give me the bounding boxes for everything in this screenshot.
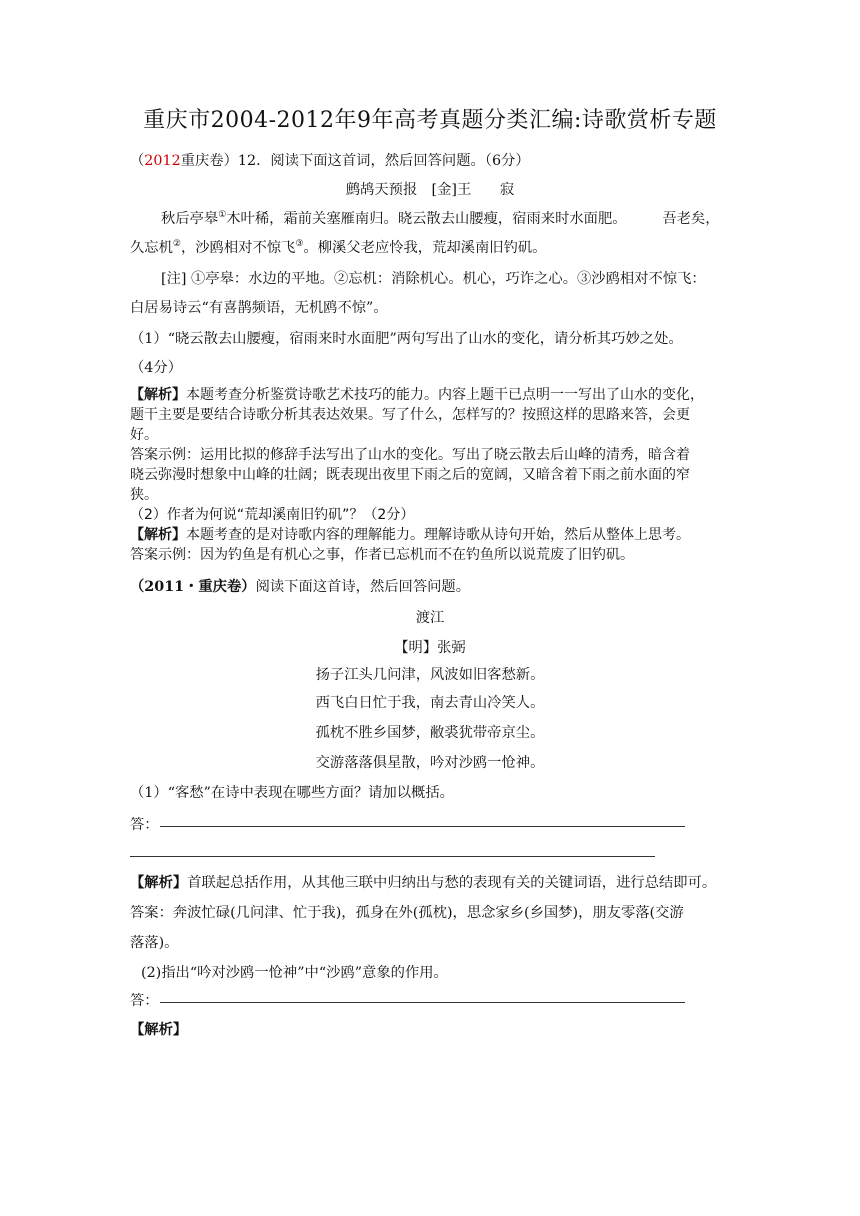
question-source-2011: （2011・重庆卷）阅读下面这首诗，然后回答问题。 — [130, 579, 471, 595]
analysis-1-line-2: 题干主要是要结合诗歌分析其表达效果。写了什么，怎样写的？按照这样的思路来答，会更 — [130, 407, 690, 423]
answer-blank-line-2 — [130, 856, 655, 857]
poem-author-2011: 【明】张弼 — [394, 640, 466, 656]
answer-label-2: 答： — [130, 993, 159, 1009]
analysis-1-line-3: 好。 — [130, 427, 158, 443]
analysis-2011-2-label: 【解析】 — [130, 1022, 188, 1038]
analysis-2-line-2: 答案示例：因为钓鱼是有机心之事，作者已忘机而不在钓鱼所以说荒废了旧钓矶。 — [130, 547, 634, 563]
question-1: （1）“晓云散去山腰瘦，宿雨来时水面肥”两句写出了山水的变化，请分析其巧妙之处。 — [130, 331, 683, 347]
analysis-2011-line-2: 答案：奔波忙碌(几问津、忙于我)，孤身在外(孤枕)，思念家乡(乡国梦)，朋友零落(交游 — [130, 905, 684, 921]
poem-title: 鹧鸪天预报 [金]王 寂 — [345, 182, 515, 198]
question-2: （2）作者为何说“荒却溪南旧钓矶”？（2分） — [130, 507, 415, 523]
poem-2011-line-3: 孤枕不胜乡国梦，敝裘犹带帝京尘。 — [315, 725, 545, 741]
question-source-2012: （2012重庆卷）12．阅读下面这首词，然后回答问题。（6分） — [130, 153, 530, 169]
analysis-1-line-4: 答案示例：运用比拟的修辞手法写出了山水的变化。写出了晓云散去后山峰的清秀，暗含着 — [130, 447, 690, 463]
question-1-score: （4分） — [130, 360, 182, 376]
question-2011-2: (2)指出“吟对沙鸥一怆神”中“沙鸥”意象的作用。 — [141, 965, 448, 981]
answer-blank-line-3 — [160, 1002, 685, 1003]
question-2011-1: （1）“客愁”在诗中表现在哪些方面？请加以概括。 — [130, 785, 454, 801]
page-title: 重庆市2004-2012年9年高考真题分类汇编:诗歌赏析专题 — [143, 108, 717, 133]
poem-line-1: 秋后亭皋①木叶稀，霜前关塞雁南归。晓云散去山腰瘦，宿雨来时水面肥。 吾老矣， — [161, 210, 720, 227]
answer-blank-line-1 — [160, 826, 685, 827]
note-line-2: 白居易诗云“有喜鹊频语，无机鸥不惊”。 — [130, 300, 388, 316]
poem-title-2011: 渡江 — [415, 610, 445, 626]
analysis-2011-line-3: 落落)。 — [130, 935, 179, 951]
poem-2011-line-2: 西飞白日忙于我，南去青山冷笑人。 — [315, 695, 545, 711]
analysis-1-line-6: 狭。 — [130, 487, 158, 503]
analysis-2011-line-1: 【解析】首联起总括作用，从其他三联中归纳出与愁的表现有关的关键词语，进行总结即可。 — [130, 875, 717, 891]
source-year: 2012 — [144, 153, 181, 169]
poem-2011-line-4: 交游落落俱星散，吟对沙鸥一怆神。 — [315, 755, 545, 771]
analysis-1-line-5: 晓云弥漫时想象中山峰的壮阔；既表现出夜里下雨之后的宽阔，又暗含着下雨之前水面的窄 — [130, 467, 690, 483]
answer-label-1: 答： — [130, 817, 159, 833]
poem-2011-line-1: 扬子江头几问津，风波如旧客愁新。 — [315, 667, 545, 683]
analysis-1-line-1: 【解析】本题考查分析鉴赏诗歌艺术技巧的能力。内容上题干已点明一一写出了山水的变化， — [130, 387, 704, 403]
poem-line-2: 久忘机②，沙鸥相对不惊飞③。柳溪父老应怜我，荒却溪南旧钓矶。 — [130, 239, 547, 256]
note-line-1: [注] ①亭皋：水边的平地。②忘机：消除机心。机心，巧诈之心。③沙鸥相对不惊飞： — [161, 271, 706, 287]
analysis-2-line-1: 【解析】本题考查的是对诗歌内容的理解能力。理解诗歌从诗句开始，然后从整体上思考。 — [130, 527, 690, 543]
